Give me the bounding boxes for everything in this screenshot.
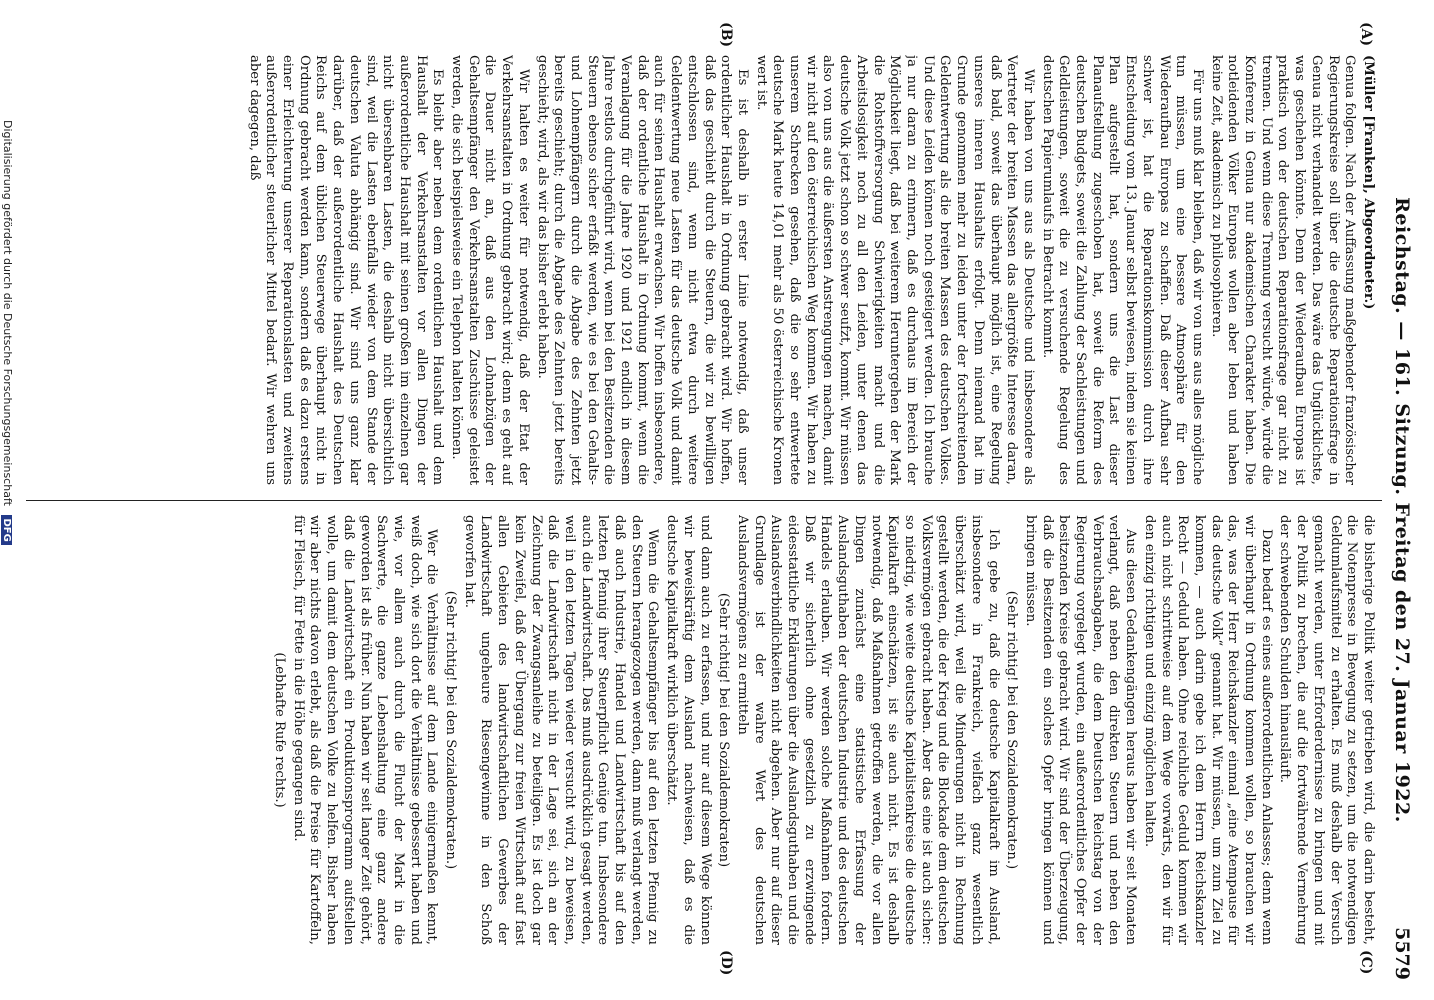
digitization-credit — [1, 120, 14, 920]
paragraph: Wir halten es weiter für notwendig, daß der Etat der Verkehrsanstalten in Ordnung gebracht wird; denn es geht auf die Dauer nicht an, daß aus den Lohnabzügen der Gehaltsempfänger den Verkehrsanstalten Zuschüsse geleistet werden, die sich beispielsweise ein Telephon halten können. — [449, 55, 531, 485]
header-title: Reichstag. — 161. Sitzung. Freitag den 27. Januar 1922. — [1391, 197, 1413, 823]
paragraph: Wenn die Gehaltsempfänger bis auf den letzten Pfennig zu den Steuern herangezogen werden, dann muß verlangt werden, daß auch Industrie, Handel und Landwirtschaft bis auf den letzten Pfennig ihrer Steuerpflicht Genüge tun. Insbesondere auch die Landwirtschaft. Das muß ausdrücklich gesagt werden, weil in den letzten Tagen wieder versucht wird, zu beweisen, daß die Landwirtschaft nicht in der Lage sei, sich an der Zeichnung der Zwangsanleihe zu beteiligen. Es ist doch gar kein Zweifel, daß der Übergang zur freien Wirtschaft auf fast allen Gebieten des landwirtschaftlichen Gewerbes der Landwirtschaft ungeheure Riesengewinne in den Schoß geworfen hat. — [461, 515, 661, 945]
paragraph: Für uns muß klar bleiben, daß wir von uns aus alles mögliche tun müssen, um eine bessere Atmosphäre für den Wiederaufbau Europas zu schaffen. Daß dieser Aufbau sehr schwer ist, hat die Reparationskommission durch ihre Entscheidung vom 13. Januar selbst bewiesen, indem sie keinen Plan aufgestellt hat, sondern uns die Last dieser Planaufstellung zugeschoben hat, soweit die Reform des deutschen Budgets, soweit die Zahlung der Sachleistungen und Geldleistungen, soweit die zu versuchende Regelung des deutschen Papierumlaufs in Betracht kommt. — [1039, 55, 1205, 485]
interjection: (Lebhafte Rufe rechts.) — [272, 652, 287, 808]
interjection: (Sehr richtig! bei den Sozialdemokraten.) — [443, 590, 459, 870]
interjection: (Sehr richtig! bei den Sozialdemokraten) — [716, 592, 732, 868]
paragraph: Wer die Verhältnisse auf dem Lande einigermaßen kennt, weiß doch, wie sich dort die Verhältnisse gebessert haben und wie, vor allem auch durch die Flucht der Mark in die Sachwerte, die ganze Lebenshaltung eine ganz andere geworden ist als früher. Nun haben wir seit langer Zeit gehört, daß die Landwirtschaft ein Produktionsprogramm aufstellen wolle, um damit dem deutschen Volke zu helfen. Bisher haben wir aber nichts davon erlebt, als daß die Preise für Kartoffeln, für Fleisch, für Fette in die Höhe gegangen sind. — [290, 515, 440, 945]
margin-marker-b: (B) — [718, 22, 734, 48]
margin-marker-c: (C) — [1358, 950, 1374, 975]
page-number: 5579 — [1391, 927, 1413, 980]
margin-marker-d: (D) — [718, 950, 734, 976]
paragraph: Wir haben von uns aus als Deutsche und insbesondere als Vertreter der breiten Massen das allergrößte Interesse daran, daß bald, soweit das überhaupt möglich ist, eine Regelung unseres inneren Haushalts erfolgt. Denn niemand hat im Grunde genommen mehr zu leiden unter der fortschreitenden Geldentwertung als die breiten Massen des deutschen Volkes. Und diese Leiden können noch gesteigert werden. Ich brauche ja nur daran zu erinnern, daß es durchaus im Bereich der Möglichkeit liegt, daß bei weiterem Heruntergehen der Mark die Rohstoffversorgung Schwierigkeiten macht und die Arbeitslosigkeit noch zu all den Leiden, unter denen das deutsche Volk jetzt schon so schwer seufzt, kommt. Wir müssen also von uns aus die äußersten Anstrengungen machen, damit wir nicht auf den österreichischen Weg kommen. Wir haben zu unserem Schrecken gesehen, daß die so sehr entwertete deutsche Mark heute 14,01 mehr als 50 österreichische Kronen wert ist. — [753, 55, 1036, 485]
column-divider — [26, 500, 1382, 501]
paragraph: Es ist deshalb in erster Linie notwendig, daß unser ordentlicher Haushalt in Ordnung gebracht wird. Wir hoffen, daß das geschieht durch die Steuern, die wir zu bewilligen entschlossen sind, wenn nicht etwa durch weitere Geldentwertung neue Lasten für das deutsche Volk und damit auch für seinen Haushalt erwachsen. Wir hoffen insbesondere, daß der ordentliche Haushalt in Ordnung kommt, wenn die Veranlagung für die Jahre 1920 und 1921 endlich in diesem Jahre restlos durchgeführt wird, wenn bei den Besitzenden die Steuern ebenso sicher erfaßt werden, wie es bei den Gehalts- und Lohnempfängern durch die Abgabe des Zehnten jetzt bereits geschieht; durch die Abgabe des Zehnten jetzt bereits geschieht; wird, als wir das bisher erlebt haben. — [534, 55, 750, 485]
interjection: (Sehr richtig! bei den Sozialdemokraten.) — [1004, 590, 1020, 870]
paragraph: Ich gebe zu, daß die deutsche Kapitalkraft im Ausland, insbesondere in Frankreich, vielfach ganz wesentlich überschätzt wird, weil die Minderungen nicht in Rechnung gestellt werden, die der Krieg und die Blockade dem deutschen Volksvermögen gebracht haben. Aber das eine ist auch sicher: so niedrig, wie weite deutsche Kapitalistenkreise die deutsche Kapitalkraft einschätzen, ist sie auch nicht. Es ist deshalb notwendig, daß Maßnahmen getroffen werden, die vor allen Dingen zunächst eine statistische Erfassung der Auslandsguthaben der deutschen Industrie und des deutschen Handels erlauben. Wir werden solche Maßnahmen fordern. Daß wir sicherlich ohne gesetzlich zu erzwingende eidesstattliche Erklärungen über die Auslandsguthaben und die Auslandsverbindlichkeiten nicht abgehen. Aber nur auf dieser Grundlage ist der wahre Wert des deutschen Auslandsvermögens zu ermitteln — [734, 515, 1001, 945]
margin-marker-a: (A) — [1358, 22, 1374, 47]
paragraph: Aus diesen Gedankengängen heraus haben wir seit Monaten verlangt, daß neben den direkten Steuern und neben den Verbrauchsabgaben, die dem Deutschen Reichstag von der Regierung vorgelegt wurden, ein außerordentliches Opfer der besitzenden Kreise gebracht wird. Wir sind der Überzeugung, daß die Besitzenden ein solches Opfer bringen können und bringen müssen. — [1022, 515, 1139, 945]
paragraph: und dann auch zu erfassen, und nur auf diesem Wege können wir beweiskräftig dem Ausland nachweisen, daß es die deutsche Kapitalkraft wirklich überschätzt. — [664, 515, 713, 945]
credit-text: Digitalisierung gefördert durch die Deutsche Forschungsgemeinschaft — [1, 120, 14, 506]
right-text-column — [30, 515, 1376, 945]
paragraph: Dazu bedarf es eines außerordentlichen Anlasses; denn wenn wir überhaupt in Ordnung kommen wollen, so brauchen wir das, was der Herr Reichskanzler einmal „eine Atempause für das deutsche Volk“ genannt hat. Wir müssen, um zum Ziel zu kommen, — auch darin gebe ich dem Herrn Reichskanzler Recht — Geduld haben. Ohne reichliche Geduld kommen wir auch nicht schrittweise auf dem Wege vorwärts, den wir für den einzig richtigen und einzig möglichen halten. — [1141, 515, 1274, 945]
paragraph: Es bleibt aber neben dem ordentlichen Haushalt und dem Haushalt der Verkehrsanstalten vor allen Dingen der außerordentliche Haushalt mit seinen großen im einzelnen gar nicht übersehbaren Lasten, die deshalb nicht übersichtlich sind, weil die Lasten ebenfalls wieder von dem Stande der deutschen Valuta abhängig sind. Wir sind uns ganz klar darüber, daß der außerordentliche Haushalt des Deutschen Reichs auf dem üblichen Steuerwege überhaupt nicht in Ordnung gebracht werden kann, sondern daß es dazu erstens einer Erleichterung unserer Reparationslasten und zweitens außerordentlicher steuerlicher Mittel bedarf. Wir wehren uns aber dagegen, daß — [246, 55, 446, 485]
paragraph: die bisherige Politik weiter getrieben wird, die darin besteht, die Notenpresse in Bewegung zu setzen, um die notwendigen Geldumlaufsmittel zu erhalten. Es muß deshalb der Versuch gemacht werden, unter Erforderdernisse zu bringen und mit der Politik zu brechen, die auf die fortwährende Vermehrung der schwebenden Schulden hinausläuft. — [1277, 515, 1376, 945]
page-header — [1385, 40, 1419, 980]
left-text-column — [30, 55, 1376, 485]
dfg-logo: DFG — [1, 515, 12, 544]
speaker-line: (Müller [Franken], Abgeordneter.) — [1361, 55, 1376, 310]
paragraph: Genua folgen. Nach der Auffassung maßgebender französischer Regierungskreise soll über die deutsche Reparationsfrage in Genua nicht verhandelt werden. Das wäre das Unglücklichste, was geschehen könnte. Denn der Wiederaufbau Europas ist praktisch von der deutschen Reparationsfrage gar nicht zu trennen. Und wenn diese Trennung versucht würde, würde die Konferenz in Genua nur akademischen Charakter haben. Die notleidenden Völker Europas wollen aber leben und haben keine Zeit, akademisch zu philosophieren. — [1208, 55, 1358, 485]
